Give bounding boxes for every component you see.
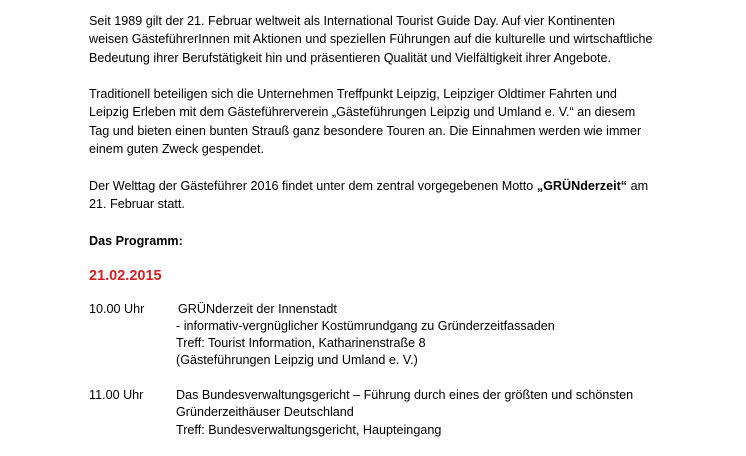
tradition-line: Traditionell beteiligen sich die Unternehmen Treffpunkt Leipzig, Leipziger Oldtimer Fahrten und bbox=[89, 87, 617, 102]
entry-meeting-point: Treff: Bundesverwaltungsgericht, Haupteingang bbox=[176, 422, 442, 437]
motto-line-1 bbox=[89, 177, 709, 195]
tradition-line: Tag und bieten einen bunten Strauß ganz besondere Touren an. Die Einnahmen werden wie immer bbox=[89, 123, 642, 138]
motto-text: „GRÜNderzeit“ bbox=[536, 178, 628, 193]
motto-prefix: Der Welttag der Gästeführer 2016 findet unter dem zentral vorgegebenen Motto bbox=[89, 178, 537, 193]
entry-detail: Gründerzeithäuser Deutschland bbox=[176, 405, 354, 420]
program-heading: Das Programm: bbox=[89, 233, 183, 248]
intro-line: Seit 1989 gilt der 21. Februar weltweit als International Tourist Guide Day. Auf vier Kontinenten bbox=[89, 14, 615, 28]
intro-paragraph bbox=[89, 12, 709, 67]
program-entry bbox=[89, 387, 709, 439]
motto-suffix: am bbox=[627, 178, 649, 193]
entry-organizer: (Gästeführungen Leipzig und Umland e. V.) bbox=[176, 353, 418, 368]
entry-title: Das Bundesverwaltungsgericht – Führung durch eines der größten und schönsten bbox=[176, 388, 634, 403]
intro-line: Bedeutung ihrer Berufstätigkeit hin und präsentieren Qualität und Vielfältigkeit ihrer Angebote. bbox=[89, 50, 612, 65]
tradition-line: einem guten Zweck gespendet. bbox=[89, 142, 265, 157]
program-date: 21.02.2015 bbox=[89, 267, 162, 284]
motto-line-2: 21. Februar statt. bbox=[89, 196, 185, 211]
entry-title: GRÜNderzeit der Innenstadt bbox=[178, 301, 337, 316]
program-entry bbox=[89, 301, 709, 370]
entry-detail: - informativ-vergnüglicher Kostümrundgang zu Gründerzeitfassaden bbox=[176, 318, 555, 333]
tradition-paragraph bbox=[89, 85, 709, 158]
motto-paragraph bbox=[89, 177, 709, 214]
entry-description bbox=[176, 387, 709, 439]
tradition-line: Leipzig Erleben mit dem Gästeführerverein „Gästeführungen Leipzig und Umland e. V.“ an diesem bbox=[89, 105, 636, 120]
intro-line: weisen GästeführerInnen mit Aktionen und speziellen Führungen auf die kulturelle und wirtschaftliche bbox=[89, 32, 653, 47]
entry-time: 11.00 Uhr bbox=[89, 388, 144, 403]
document-page bbox=[89, 12, 709, 456]
entry-meeting-point: Treff: Tourist Information, Katharinenstraße 8 bbox=[176, 336, 426, 351]
entry-description bbox=[176, 301, 709, 370]
entry-time: 10.00 Uhr bbox=[89, 301, 145, 316]
